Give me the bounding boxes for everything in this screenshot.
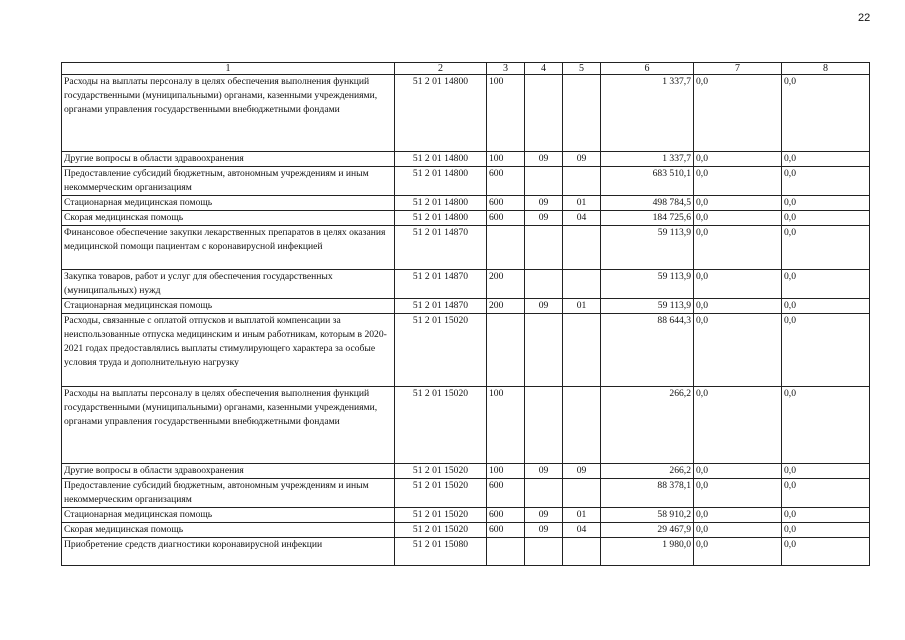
row-col6: 184 725,6 (601, 211, 694, 226)
row-col3 (487, 314, 525, 387)
row-col7: 0,0 (694, 464, 782, 479)
row-col5: 01 (563, 299, 601, 314)
row-col7: 0,0 (694, 314, 782, 387)
table-row (62, 196, 870, 211)
row-col3: 600 (487, 508, 525, 523)
row-col5 (563, 314, 601, 387)
row-col4: 09 (525, 152, 563, 167)
row-name: Расходы на выплаты персоналу в целях обеспечения выполнения функций государственными (муниципальными) органами, казенными учреждениями, органами управления государственными внебюджетными фондами (62, 75, 395, 152)
table-row (62, 523, 870, 538)
row-col3 (487, 538, 525, 566)
row-name: Расходы, связанные с оплатой отпусков и выплатой компенсации за неиспользованные отпуска медицинским и иным работникам, которым в 2020-2021 годах предоставлялись выплаты стимулирующего характера за особые условия труда и дополнительную нагрузку (62, 314, 395, 387)
row-name: Стационарная медицинская помощь (62, 508, 395, 523)
row-col8: 0,0 (782, 508, 870, 523)
row-col6: 59 113,9 (601, 299, 694, 314)
row-col8: 0,0 (782, 167, 870, 196)
header-col-6: 6 (601, 63, 694, 75)
row-col6: 58 910,2 (601, 508, 694, 523)
row-col7: 0,0 (694, 270, 782, 299)
row-col5 (563, 167, 601, 196)
row-code: 51 2 01 14870 (395, 226, 487, 270)
row-col5 (563, 75, 601, 152)
row-col5: 09 (563, 464, 601, 479)
row-name: Предоставление субсидий бюджетным, автономным учреждениям и иным некоммерческим организациям (62, 167, 395, 196)
table-row (62, 75, 870, 152)
row-col7: 0,0 (694, 523, 782, 538)
row-col5: 01 (563, 508, 601, 523)
row-name: Скорая медицинская помощь (62, 211, 395, 226)
table-row (62, 152, 870, 167)
row-code: 51 2 01 14800 (395, 75, 487, 152)
row-name: Стационарная медицинская помощь (62, 299, 395, 314)
row-col5 (563, 226, 601, 270)
row-col5: 01 (563, 196, 601, 211)
row-col8: 0,0 (782, 387, 870, 464)
row-col4 (525, 75, 563, 152)
row-col8: 0,0 (782, 538, 870, 566)
header-col-4: 4 (525, 63, 563, 75)
table-row (62, 270, 870, 299)
row-col6: 88 378,1 (601, 479, 694, 508)
row-name: Другие вопросы в области здравоохранения (62, 152, 395, 167)
row-name: Другие вопросы в области здравоохранения (62, 464, 395, 479)
row-col8: 0,0 (782, 226, 870, 270)
row-col7: 0,0 (694, 387, 782, 464)
row-col6: 88 644,3 (601, 314, 694, 387)
row-code: 51 2 01 15020 (395, 464, 487, 479)
row-code: 51 2 01 15020 (395, 314, 487, 387)
row-col8: 0,0 (782, 211, 870, 226)
row-col5: 04 (563, 523, 601, 538)
row-col8: 0,0 (782, 523, 870, 538)
row-col8: 0,0 (782, 479, 870, 508)
row-col4: 09 (525, 508, 563, 523)
row-col7: 0,0 (694, 299, 782, 314)
row-code: 51 2 01 15020 (395, 387, 487, 464)
table-row (62, 387, 870, 464)
row-col5 (563, 387, 601, 464)
row-col5 (563, 270, 601, 299)
row-name: Скорая медицинская помощь (62, 523, 395, 538)
row-col3: 100 (487, 152, 525, 167)
row-col4 (525, 538, 563, 566)
row-col6: 1 337,7 (601, 152, 694, 167)
row-col6: 59 113,9 (601, 226, 694, 270)
row-col4: 09 (525, 211, 563, 226)
row-col3: 600 (487, 167, 525, 196)
row-col3 (487, 226, 525, 270)
row-col3: 600 (487, 479, 525, 508)
row-col6: 1 980,0 (601, 538, 694, 566)
row-col6: 59 113,9 (601, 270, 694, 299)
table-row (62, 167, 870, 196)
row-col3: 600 (487, 523, 525, 538)
row-col7: 0,0 (694, 226, 782, 270)
row-code: 51 2 01 14870 (395, 270, 487, 299)
row-col3: 600 (487, 211, 525, 226)
row-col4 (525, 314, 563, 387)
row-col5: 09 (563, 152, 601, 167)
row-name: Приобретение средств диагностики коронавирусной инфекции (62, 538, 395, 566)
row-col7: 0,0 (694, 479, 782, 508)
row-col3: 100 (487, 387, 525, 464)
row-col6: 498 784,5 (601, 196, 694, 211)
row-code: 51 2 01 14800 (395, 211, 487, 226)
table-row (62, 314, 870, 387)
row-col8: 0,0 (782, 299, 870, 314)
row-name: Закупка товаров, работ и услуг для обеспечения государственных (муниципальных) нужд (62, 270, 395, 299)
row-name: Расходы на выплаты персоналу в целях обеспечения выполнения функций государственными (муниципальными) органами, казенными учреждениями, органами управления государственными внебюджетными фондами (62, 387, 395, 464)
row-col4: 09 (525, 196, 563, 211)
row-col7: 0,0 (694, 167, 782, 196)
row-col5 (563, 479, 601, 508)
row-col7: 0,0 (694, 75, 782, 152)
header-col-3: 3 (487, 63, 525, 75)
row-code: 51 2 01 15020 (395, 523, 487, 538)
row-code: 51 2 01 15020 (395, 479, 487, 508)
row-name: Предоставление субсидий бюджетным, автономным учреждениям и иным некоммерческим организациям (62, 479, 395, 508)
row-col5: 04 (563, 211, 601, 226)
row-col4 (525, 387, 563, 464)
row-name: Стационарная медицинская помощь (62, 196, 395, 211)
row-col4 (525, 479, 563, 508)
row-col3: 200 (487, 299, 525, 314)
row-col8: 0,0 (782, 75, 870, 152)
row-col6: 266,2 (601, 387, 694, 464)
row-col7: 0,0 (694, 152, 782, 167)
table-row (62, 211, 870, 226)
table-row (62, 479, 870, 508)
row-col3: 200 (487, 270, 525, 299)
row-col4: 09 (525, 299, 563, 314)
budget-table (61, 62, 870, 566)
row-col4 (525, 226, 563, 270)
row-col8: 0,0 (782, 270, 870, 299)
table-row (62, 508, 870, 523)
header-col-1: 1 (62, 63, 395, 75)
row-col8: 0,0 (782, 196, 870, 211)
table-row (62, 226, 870, 270)
page-number: 22 (858, 12, 871, 24)
header-col-8: 8 (782, 63, 870, 75)
table-row (62, 538, 870, 566)
row-col6: 683 510,1 (601, 167, 694, 196)
row-col7: 0,0 (694, 538, 782, 566)
row-col6: 266,2 (601, 464, 694, 479)
row-col5 (563, 538, 601, 566)
table-body (62, 75, 870, 566)
row-col6: 29 467,9 (601, 523, 694, 538)
row-col7: 0,0 (694, 196, 782, 211)
row-col4: 09 (525, 523, 563, 538)
row-col8: 0,0 (782, 464, 870, 479)
header-col-5: 5 (563, 63, 601, 75)
row-col7: 0,0 (694, 508, 782, 523)
row-col3: 100 (487, 75, 525, 152)
header-col-7: 7 (694, 63, 782, 75)
row-col4 (525, 167, 563, 196)
row-code: 51 2 01 14800 (395, 196, 487, 211)
table-row (62, 299, 870, 314)
header-row (62, 63, 870, 75)
row-col4: 09 (525, 464, 563, 479)
row-col6: 1 337,7 (601, 75, 694, 152)
row-col3: 100 (487, 464, 525, 479)
header-col-2: 2 (395, 63, 487, 75)
row-col8: 0,0 (782, 314, 870, 387)
row-col4 (525, 270, 563, 299)
table-row (62, 464, 870, 479)
row-code: 51 2 01 15080 (395, 538, 487, 566)
row-col8: 0,0 (782, 152, 870, 167)
row-col3: 600 (487, 196, 525, 211)
row-code: 51 2 01 14870 (395, 299, 487, 314)
row-code: 51 2 01 15020 (395, 508, 487, 523)
row-name: Финансовое обеспечение закупки лекарственных препаратов в целях оказания медицинской помощи пациентам с коронавирусной инфекцией (62, 226, 395, 270)
row-code: 51 2 01 14800 (395, 152, 487, 167)
row-col7: 0,0 (694, 211, 782, 226)
row-code: 51 2 01 14800 (395, 167, 487, 196)
